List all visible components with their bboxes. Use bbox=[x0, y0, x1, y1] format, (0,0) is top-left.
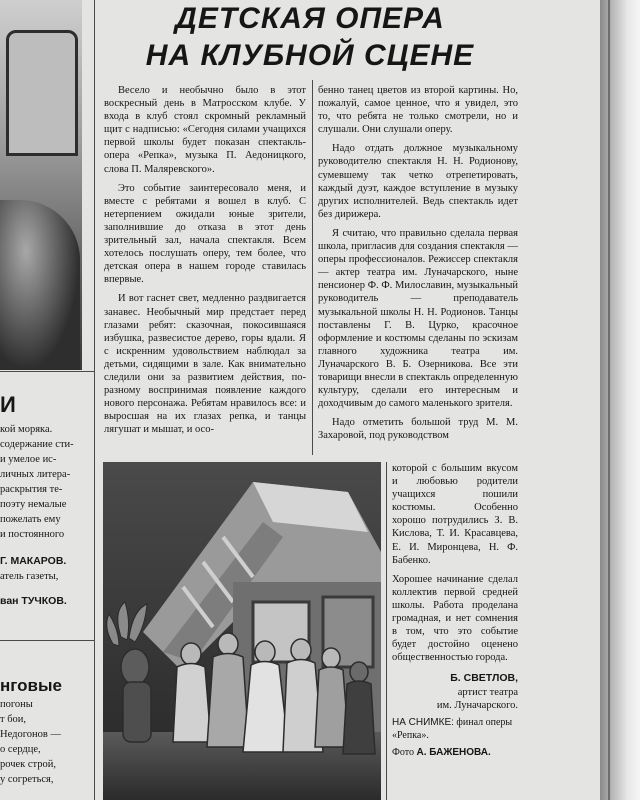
author-role: артист театра bbox=[457, 686, 518, 698]
page-edge-binding bbox=[600, 0, 640, 800]
column-rule bbox=[386, 462, 387, 800]
paragraph: Это событие заинтересовало меня, и вместе с ребятами я вошел в клуб. С нетерпением ожидали юные зрители, заполнившие до отказа в этот день зрительный зал, начала спектакля. Всем хотелось послушать оперу, тем более, что детская опера в нашем городе ставилась впервые. bbox=[104, 182, 306, 286]
paragraph: Надо отметить большой труд М. М. Захаровой, под руководством bbox=[318, 417, 518, 442]
left-line: т бои, bbox=[0, 714, 27, 725]
left-line: рочек строй, bbox=[0, 759, 57, 770]
left-signature-name: Г. МАКАРОВ. bbox=[0, 555, 67, 567]
article-column-1 bbox=[104, 84, 306, 442]
paragraph: которой с большим вкусом и любовью родители учащихся пошили костюмы. Особенно хорошо потрудились З. В. Кислова, Т. И. Красавцева, Е. И. Миронцева, Н. Ф. Бабенко. bbox=[392, 463, 518, 566]
article-column-2 bbox=[318, 84, 518, 442]
left-line: погоны bbox=[0, 699, 33, 710]
article-headline bbox=[100, 0, 520, 74]
paragraph: Весело и необычно было в этот воскресный день в Матросском клубе. У входа в клуб стоял скромный рекламный щит с надписью: «Сегодня силами учащихся первой школы будет показан спектакль-опера «Репка», музыка П. Аедоницкого, слова П. Маляревского». bbox=[104, 85, 306, 175]
author-name: Б. СВЕТЛОВ, bbox=[450, 672, 518, 685]
photo-caption bbox=[392, 716, 518, 742]
left-line: и постоянного bbox=[0, 529, 65, 540]
paragraph: Надо отдать должное музыкальному руководителю спектакля Н. Н. Родионову, сумевшему так четко отрепетировать, каждый дуэт, каждое вступление в музыку других исполнителей. Ведь спектакль идет без дирижера. bbox=[318, 143, 518, 220]
left-line: у согреться, bbox=[0, 774, 54, 785]
photo-credit bbox=[392, 746, 518, 759]
left-line: пожелать ему bbox=[0, 514, 61, 525]
left-column-poem bbox=[0, 675, 94, 787]
photo-credit-label: Фото bbox=[392, 746, 415, 758]
left-line: раскрытия те- bbox=[0, 484, 63, 495]
caption-text: финал оперы «Репка». bbox=[392, 716, 513, 741]
left-line: поэту немалые bbox=[0, 499, 67, 510]
left-signature-role: атель газеты, bbox=[0, 571, 59, 582]
left-heading-fragment: И bbox=[0, 392, 16, 417]
left-column-article bbox=[0, 392, 94, 609]
article-column-3 bbox=[392, 462, 518, 759]
left-line: кой моряка. bbox=[0, 424, 53, 435]
left-line: личных литера- bbox=[0, 469, 71, 480]
paragraph: Хорошее начинание сделал коллектив первой средней школы. Работа проделана громадная, и нет сомнения в том, что это событие будет достойно оценено общественностью города. bbox=[392, 573, 518, 664]
left-line: о сердце, bbox=[0, 744, 41, 755]
paragraph: Я считаю, что правильно сделала первая школа, пригласив для создания спектакля — оперы профессионалов. Режиссер спектакля — актер театра им. Луначарского, ныне пенсионер Ф. Ф. Милославин, музыкальный руководитель — преподаватель музыкальной школы Н. Н. Родионов. Танцы поставлены Г. В. Цурко, красочное оформление и костюмы сделаны по эскизам главного художника театра им. Луначарского В. Б. Озерникова. Все эти товарищи внесли в спектакль определенную культуру, сделали его интересным и доходчивым до самого маленького зрителя. bbox=[318, 227, 518, 410]
opera-stage-photo bbox=[103, 462, 381, 800]
paragraph: бенно танец цветов из второй картины. Но, пожалуй, самое ценное, что я увидел, это то, что ребята не только смотрели, но и слушали. Они слушали оперу. bbox=[318, 85, 518, 136]
headline-line-1: ДЕТСКАЯ ОПЕРА bbox=[175, 2, 445, 35]
left-section-rule bbox=[0, 640, 94, 641]
column-rule bbox=[312, 80, 313, 455]
headline-line-2: НА КЛУБНОЙ СЦЕНЕ bbox=[145, 39, 475, 72]
caption-label: НА СНИМКЕ: bbox=[392, 716, 454, 728]
left-line: и умелое ис- bbox=[0, 454, 57, 465]
author-role-2: им. Луначарского. bbox=[436, 699, 518, 711]
left-cropped-photo bbox=[0, 0, 82, 370]
column-rule bbox=[94, 0, 95, 800]
paragraph: И вот гаснет свет, медленно раздвигается занавес. Необычный мир предстает перед глазами ребят: сказочная, покосившаяся избушка, развесистое дерево, горы вдали. Я с искренним удовольствием наблюдал за детьми, сидящими в зале. Как внимательно следили они за развитием действия, по-разному воспринимая появление каждого нового персонажа. Ребятам нравилось все: и выросшая на их глазах репка, и танцы лягушат и мышат, и осо- bbox=[104, 293, 306, 436]
left-photo-rule bbox=[0, 371, 94, 372]
left-signature-name-2: ван ТУЧКОВ. bbox=[0, 595, 67, 607]
left-line: содержание сти- bbox=[0, 439, 74, 450]
left-line: Недогонов — bbox=[0, 729, 61, 740]
left-heading-2: нговые bbox=[0, 676, 62, 695]
photo-credit-name: А. БАЖЕНОВА. bbox=[416, 746, 491, 758]
